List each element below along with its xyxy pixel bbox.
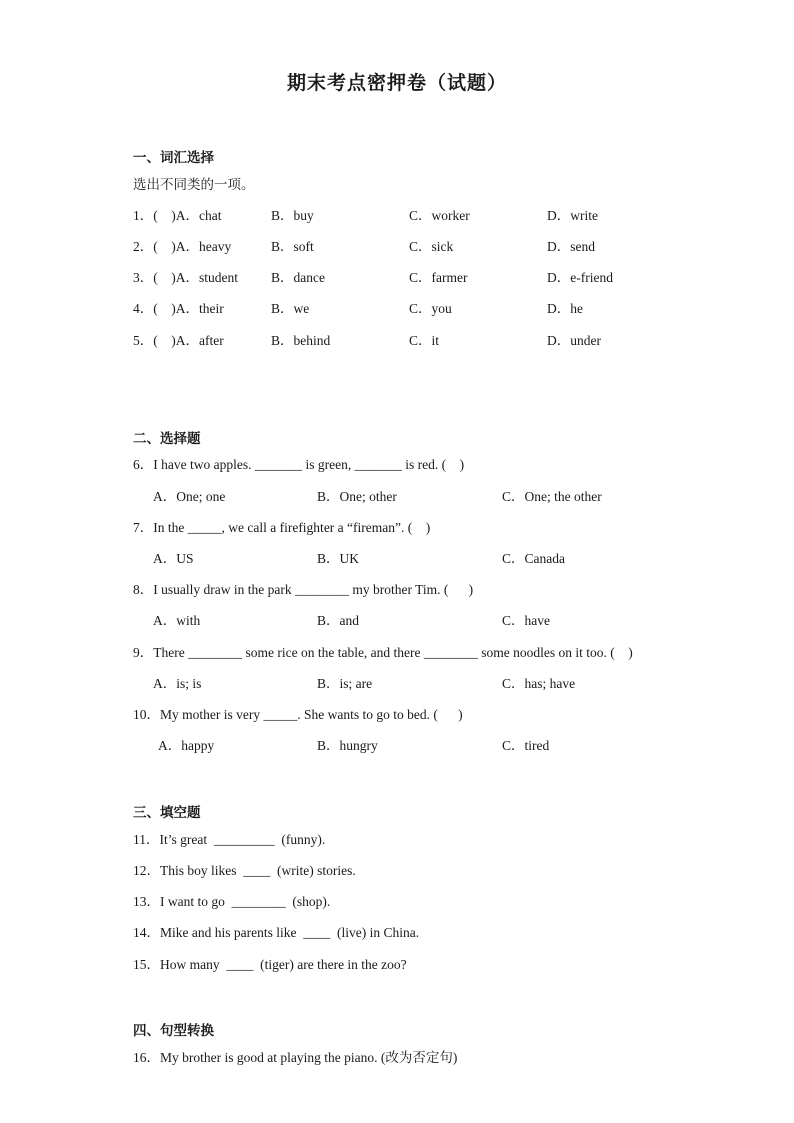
option-a: A．with [153,613,201,628]
vocab-option-c: C．worker [409,208,470,223]
fill-in-question: 15．How many ____ (tiger) are there in the zoo? [133,957,407,972]
section1-heading: 一、词汇选择 [133,150,214,165]
option-b: B．hungry [317,738,378,753]
option-c: C．tired [502,738,550,753]
vocab-option-c: C．it [409,333,440,348]
vocab-item [133,235,693,255]
option-c: C．has; have [502,676,576,691]
section3-heading: 三、填空题 [133,805,201,820]
vocab-item [133,204,693,224]
fill-in-question: 13．I want to go ________ (shop). [133,894,331,909]
vocab-item [133,329,693,349]
vocab-stem: 2．( )A．heavy [133,239,232,254]
option-a: A．One; one [153,489,226,504]
page-title: 期末考点密押卷（试题） [286,73,507,94]
section2-heading: 二、选择题 [133,431,201,446]
vocab-option-d: D．e-friend [547,270,613,285]
vocab-option-c: C．you [409,301,452,316]
fill-in-question: 11．It’s great _________ (funny). [133,832,326,847]
fill-in-question: 12．This boy likes ____ (write) stories. [133,863,356,878]
vocab-option-d: D．write [547,208,598,223]
vocab-option-b: B．behind [271,333,331,348]
vocab-option-d: D．send [547,239,595,254]
vocab-stem: 5．( )A．after [133,333,224,348]
question-stem: 10．My mother is very _____. She wants to go to bed. ( ) [133,707,463,722]
option-a: A．US [153,551,194,566]
option-c: C．Canada [502,551,565,566]
vocab-option-c: C．sick [409,239,454,254]
fill-in-question: 14．Mike and his parents like ____ (live) in China. [133,925,420,940]
question-stem: 9．There ________ some rice on the table, and there ________ some noodles on it too. ( ) [133,645,633,660]
option-b: B．is; are [317,676,373,691]
vocab-option-c: C．farmer [409,270,468,285]
vocab-option-b: B．soft [271,239,314,254]
vocab-option-d: D．he [547,301,583,316]
vocab-stem: 1．( )A．chat [133,208,222,223]
question-stem: 8．I usually draw in the park ________ my brother Tim. ( ) [133,582,474,597]
vocab-stem: 3．( )A．student [133,270,238,285]
vocab-stem: 4．( )A．their [133,301,224,316]
vocab-option-b: B．dance [271,270,325,285]
vocab-option-b: B．buy [271,208,314,223]
section1-instruction: 选出不同类的一项。 [133,177,255,192]
option-b: B．One; other [317,489,397,504]
transform-question: 16．My brother is good at playing the piano. (改为否定句) [133,1050,458,1065]
vocab-item [133,266,693,286]
option-b: B．and [317,613,359,628]
question-stem: 6．I have two apples. _______ is green, _______ is red. ( ) [133,457,465,472]
option-a: A．happy [158,738,215,753]
option-a: A．is; is [153,676,202,691]
option-c: C．One; the other [502,489,602,504]
vocab-option-d: D．under [547,333,601,348]
question-stem: 7．In the _____, we call a firefighter a “fireman”. ( ) [133,520,431,535]
option-b: B．UK [317,551,360,566]
section4-heading: 四、句型转换 [133,1023,214,1038]
vocab-item [133,297,693,317]
option-c: C．have [502,613,550,628]
vocab-option-b: B．we [271,301,310,316]
